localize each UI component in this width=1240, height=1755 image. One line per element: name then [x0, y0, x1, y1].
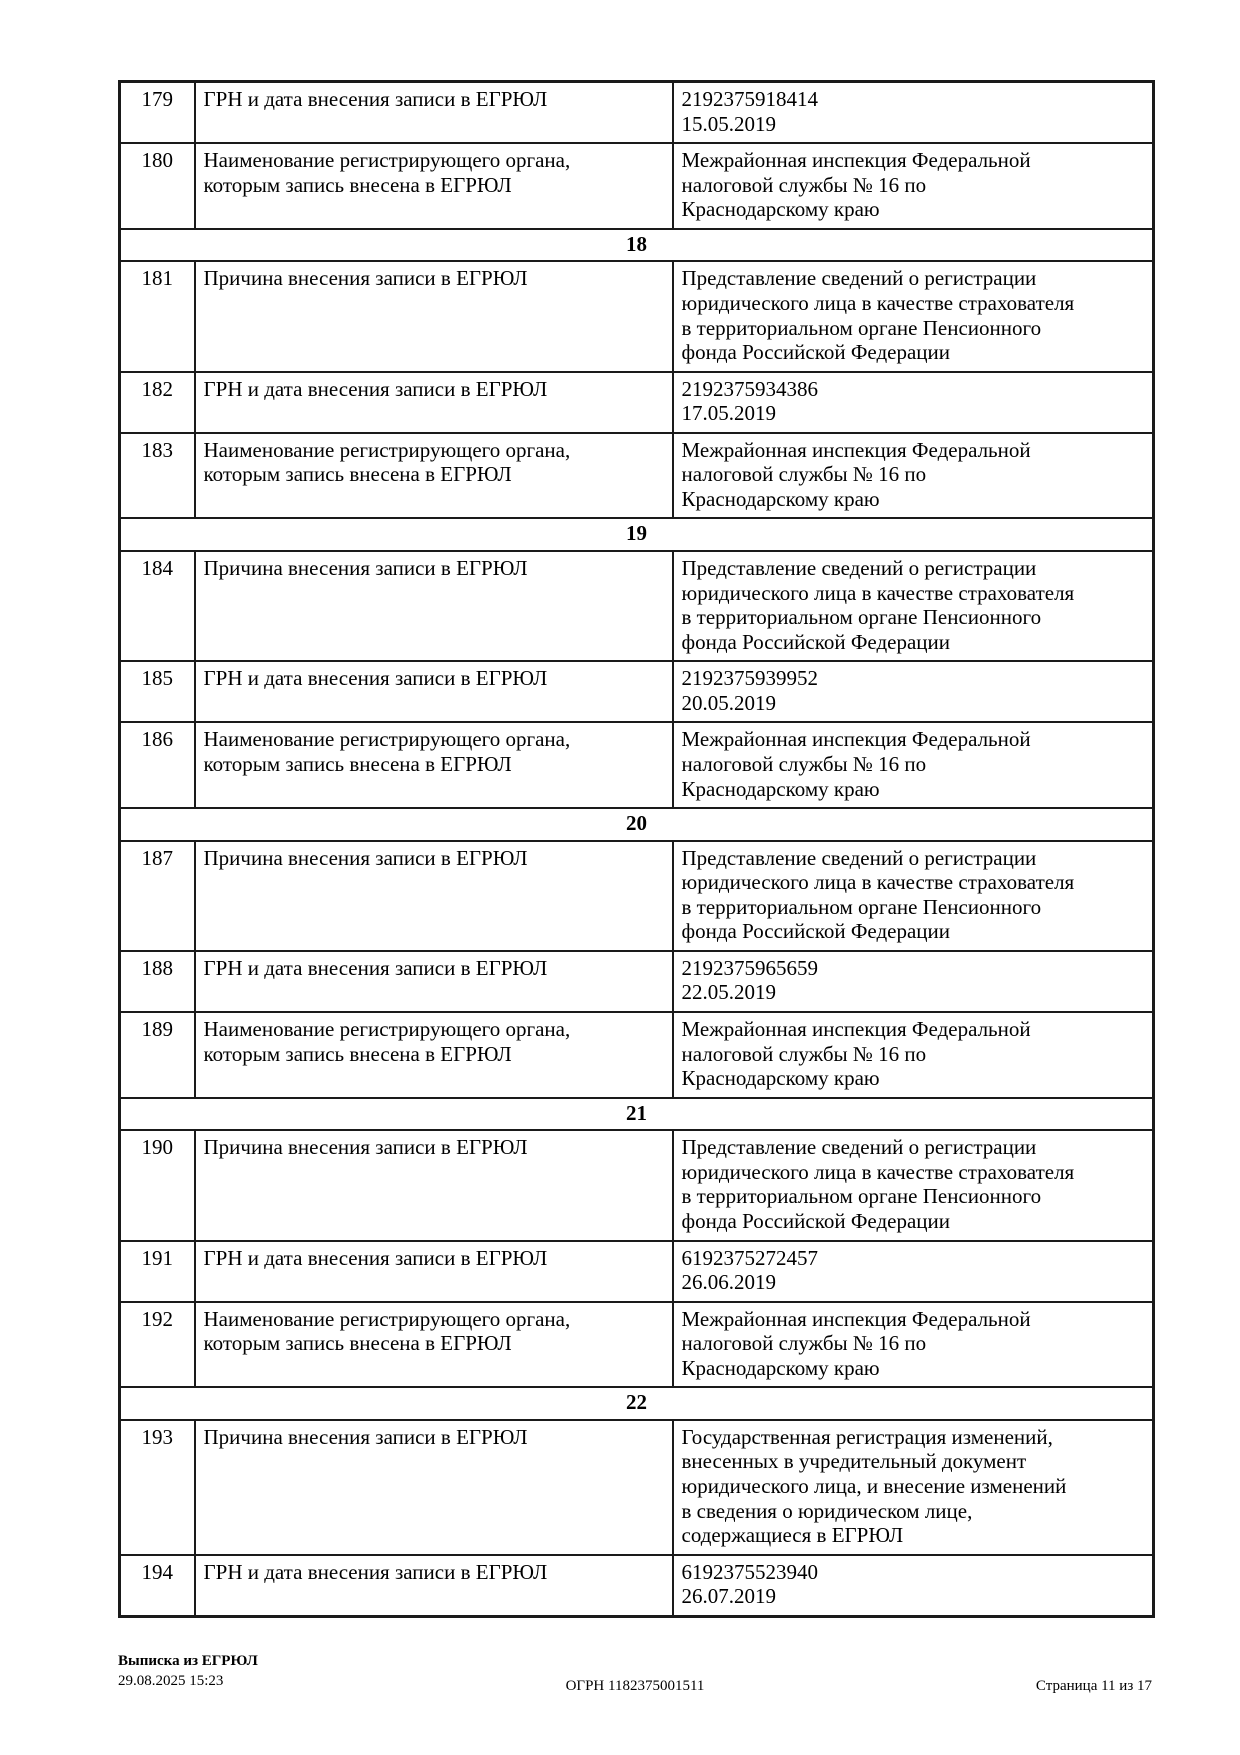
row-number: 188 [120, 951, 195, 1012]
row-number: 184 [120, 551, 195, 661]
row-number: 190 [120, 1130, 195, 1240]
field-label: ГРН и дата внесения записи в ЕГРЮЛ [195, 1241, 673, 1302]
field-value: 6192375272457 26.06.2019 [673, 1241, 1154, 1302]
table-row [120, 841, 1154, 951]
field-label: Наименование регистрирующего органа, которым запись внесена в ЕГРЮЛ [195, 1302, 673, 1388]
table-row [120, 1420, 1154, 1555]
field-value: 2192375934386 17.05.2019 [673, 372, 1154, 433]
field-value: 2192375918414 15.05.2019 [673, 82, 1154, 144]
field-label: Причина внесения записи в ЕГРЮЛ [195, 551, 673, 661]
section-number: 19 [120, 518, 1154, 551]
row-number: 191 [120, 1241, 195, 1302]
section-number: 18 [120, 229, 1154, 262]
field-label: Наименование регистрирующего органа, которым запись внесена в ЕГРЮЛ [195, 722, 673, 808]
section-number: 20 [120, 808, 1154, 841]
field-label: Причина внесения записи в ЕГРЮЛ [195, 841, 673, 951]
field-label: Наименование регистрирующего органа, которым запись внесена в ЕГРЮЛ [195, 1012, 673, 1098]
field-label: Наименование регистрирующего органа, которым запись внесена в ЕГРЮЛ [195, 143, 673, 229]
row-number: 192 [120, 1302, 195, 1388]
field-value: Межрайонная инспекция Федеральной налоговой службы № 16 по Краснодарскому краю [673, 1012, 1154, 1098]
field-label: Причина внесения записи в ЕГРЮЛ [195, 261, 673, 371]
field-label: Причина внесения записи в ЕГРЮЛ [195, 1130, 673, 1240]
field-value: Представление сведений о регистрации юридического лица в качестве страхователя в территориальном органе Пенсионного фонда Российской Федерации [673, 1130, 1154, 1240]
page-number: Страница 11 из 17 [1035, 1677, 1152, 1694]
table-row [120, 1302, 1154, 1388]
egrul-records-table [118, 80, 1155, 1618]
table-row [120, 82, 1154, 144]
row-number: 194 [120, 1555, 195, 1617]
table-row [120, 1241, 1154, 1302]
page-footer [118, 1652, 1152, 1698]
section-header-row [120, 518, 1154, 551]
section-header-row [120, 1098, 1154, 1131]
field-value: Межрайонная инспекция Федеральной налоговой службы № 16 по Краснодарскому краю [673, 143, 1154, 229]
row-number: 181 [120, 261, 195, 371]
field-value: 2192375965659 22.05.2019 [673, 951, 1154, 1012]
document-title: Выписка из ЕГРЮЛ [118, 1653, 258, 1669]
section-header-row [120, 808, 1154, 841]
table-row [120, 1012, 1154, 1098]
row-number: 182 [120, 372, 195, 433]
row-number: 183 [120, 433, 195, 519]
field-value: Представление сведений о регистрации юридического лица в качестве страхователя в территориальном органе Пенсионного фонда Российской Федерации [673, 261, 1154, 371]
field-value: 6192375523940 26.07.2019 [673, 1555, 1154, 1617]
field-value: Межрайонная инспекция Федеральной налоговой службы № 16 по Краснодарскому краю [673, 1302, 1154, 1388]
field-value: Представление сведений о регистрации юридического лица в качестве страхователя в территориальном органе Пенсионного фонда Российской Федерации [673, 841, 1154, 951]
section-header-row [120, 229, 1154, 262]
field-value: 2192375939952 20.05.2019 [673, 661, 1154, 722]
table-row [120, 661, 1154, 722]
table-row [120, 372, 1154, 433]
row-number: 186 [120, 722, 195, 808]
field-label: Причина внесения записи в ЕГРЮЛ [195, 1420, 673, 1555]
table-row [120, 1130, 1154, 1240]
table-row [120, 143, 1154, 229]
row-number: 185 [120, 661, 195, 722]
section-number: 21 [120, 1098, 1154, 1131]
field-label: ГРН и дата внесения записи в ЕГРЮЛ [195, 372, 673, 433]
table-row [120, 1555, 1154, 1617]
field-value: Межрайонная инспекция Федеральной налоговой службы № 16 по Краснодарскому краю [673, 433, 1154, 519]
field-value: Межрайонная инспекция Федеральной налоговой службы № 16 по Краснодарскому краю [673, 722, 1154, 808]
section-number: 22 [120, 1387, 1154, 1420]
row-number: 189 [120, 1012, 195, 1098]
table-row [120, 551, 1154, 661]
row-number: 179 [120, 82, 195, 144]
table-row [120, 722, 1154, 808]
field-value: Государственная регистрация изменений, внесенных в учредительный документ юридического лица, и внесение изменений в сведения о юридическом лице, содержащиеся в ЕГРЮЛ [673, 1420, 1154, 1555]
table-row [120, 261, 1154, 371]
ogrn-label: ОГРН 1182375001511 [565, 1677, 705, 1694]
table-row [120, 951, 1154, 1012]
generation-timestamp: 29.08.2025 15:23 [118, 1672, 224, 1689]
field-value: Представление сведений о регистрации юридического лица в качестве страхователя в территориальном органе Пенсионного фонда Российской Федерации [673, 551, 1154, 661]
field-label: ГРН и дата внесения записи в ЕГРЮЛ [195, 1555, 673, 1617]
row-number: 187 [120, 841, 195, 951]
section-header-row [120, 1387, 1154, 1420]
row-number: 193 [120, 1420, 195, 1555]
egrul-records-tbody [120, 82, 1154, 1617]
field-label: ГРН и дата внесения записи в ЕГРЮЛ [195, 82, 673, 144]
field-label: ГРН и дата внесения записи в ЕГРЮЛ [195, 661, 673, 722]
row-number: 180 [120, 143, 195, 229]
field-label: Наименование регистрирующего органа, которым запись внесена в ЕГРЮЛ [195, 433, 673, 519]
table-row [120, 433, 1154, 519]
field-label: ГРН и дата внесения записи в ЕГРЮЛ [195, 951, 673, 1012]
